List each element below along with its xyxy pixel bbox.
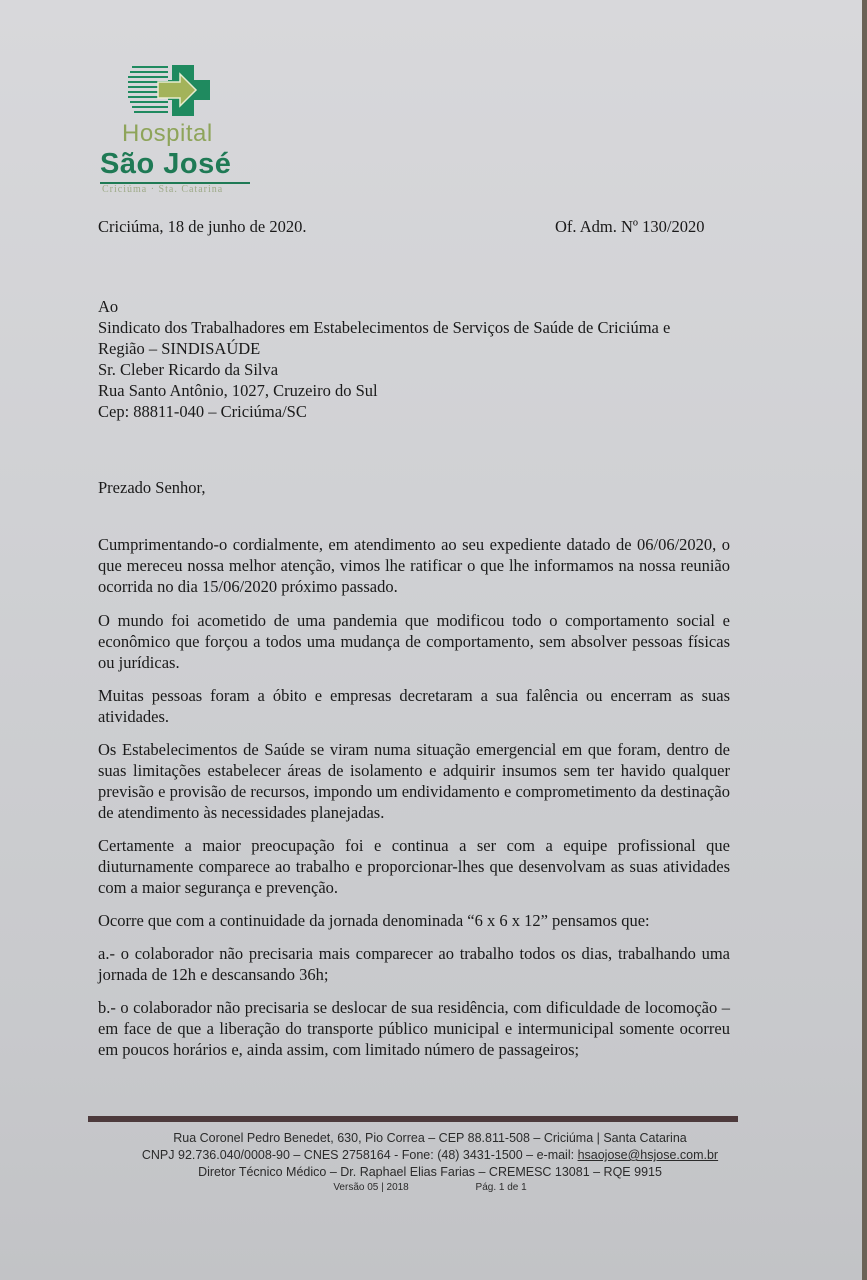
body-paragraph: O mundo foi acometido de uma pandemia que modificou todo o comportamento social e econômico que forçou a todos uma mudança de comportamento, sem absolver pessoas físicas ou jurídicas.: [98, 611, 730, 672]
letterhead-footer: [80, 1130, 780, 1195]
addressee-line: Sindicato dos Trabalhadores em Estabelecimentos de Serviços de Saúde de Criciúma e: [98, 318, 671, 337]
addressee-line: Rua Santo Antônio, 1027, Cruzeiro do Sul: [98, 381, 378, 400]
footer-contact: [80, 1147, 780, 1164]
logo-name-text: São José: [100, 148, 232, 180]
body-paragraph: Muitas pessoas foram a óbito e empresas decretaram a sua falência ou encerram as suas atividades.: [98, 686, 730, 726]
footer-address: Rua Coronel Pedro Benedet, 630, Pio Correa – CEP 88.811-508 – Criciúma | Santa Catarina: [173, 1131, 687, 1145]
addressee-line: Ao: [98, 297, 119, 316]
body-paragraph: Certamente a maior preocupação foi e continua a ser com a equipe profissional que diuturnamente comparece ao trabalho e proporcionar-lhes que desenvolvam as suas atividades com a maior segurança e prevenção.: [98, 836, 730, 897]
footer-version: Versão 05 | 2018: [333, 1182, 409, 1193]
list-item-b: b.- o colaborador não precisaria se deslocar de sua residência, com dificuldade de locomoção – em face de que a liberação do transporte público municipal e intermunicipal somente ocorreu em poucos horários e, ainda assim, com limitado número de passageiros;: [98, 998, 730, 1059]
footer-email-link[interactable]: hsaojose@hsjose.com.br: [577, 1148, 719, 1162]
background-edge: [862, 0, 867, 1280]
footer-divider: [88, 1116, 738, 1122]
footer-director: Diretor Técnico Médico – Dr. Raphael Elias Farias – CREMESC 13081 – RQE 9915: [198, 1165, 662, 1179]
body-paragraph: Cumprimentando-o cordialmente, em atendimento ao seu expediente datado de 06/06/2020, o que mereceu nossa melhor atenção, vimos lhe ratificar o que lhe informamos na nossa reunião ocorrida no dia 15/06/2020 próximo passado.: [98, 535, 730, 596]
addressee-block: [98, 296, 670, 422]
logo-hospital-text: Hospital: [122, 120, 213, 147]
footer-page-number: Pág. 1 de 1: [475, 1182, 527, 1193]
addressee-line: Cep: 88811-040 – Criciúma/SC: [98, 402, 307, 421]
list-item-a: a.- o colaborador não precisaria mais comparecer ao trabalho todos os dias, trabalhando uma jornada de 12h e descansando 36h;: [98, 944, 730, 984]
hospital-logo: [98, 62, 258, 202]
body-paragraph: Ocorre que com a continuidade da jornada denominada “6 x 6 x 12” pensamos que:: [98, 911, 650, 930]
hospital-cross-arrow-icon: [128, 62, 218, 120]
letter-reference-number: Of. Adm. Nº 130/2020: [555, 217, 705, 236]
body-paragraph: Os Estabelecimentos de Saúde se viram numa situação emergencial em que foram, dentro de suas limitações estabelecer áreas de isolamento e adquirir insumos sem ter havido qualquer previsão e provisão de recursos, impondo um endividamento e comprometimento da destinação de atendimento às necessidades planejadas.: [98, 740, 730, 822]
footer-meta: [80, 1181, 780, 1195]
addressee-line: Região – SINDISAÚDE: [98, 339, 261, 358]
salutation: Prezado Senhor,: [98, 478, 206, 497]
footer-ids-phone: CNPJ 92.736.040/0008-90 – CNES 2758164 - Fone: (48) 3431-1500 – e-mail:: [141, 1148, 578, 1162]
letter-body: [98, 534, 730, 1072]
logo-subtitle: Criciúma · Sta. Catarina: [102, 184, 224, 195]
addressee-line: Sr. Cleber Ricardo da Silva: [98, 360, 279, 379]
letter-date: Criciúma, 18 de junho de 2020.: [98, 217, 307, 236]
